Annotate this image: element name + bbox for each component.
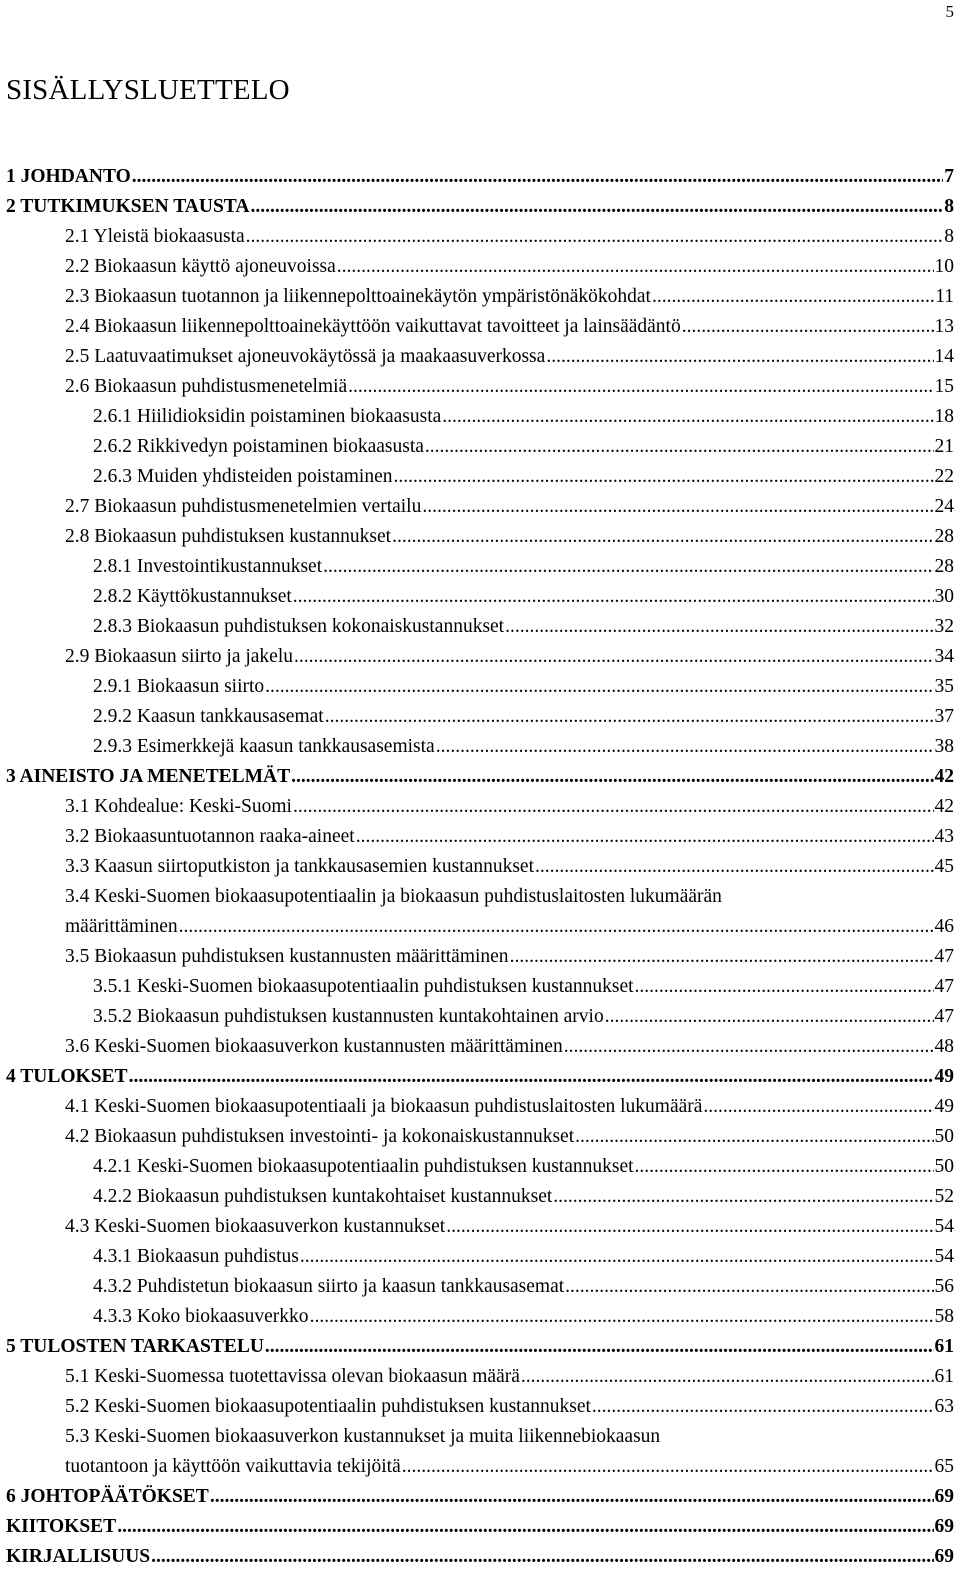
toc-entry-page-number: 48 — [934, 1036, 954, 1057]
table-of-contents — [6, 162, 954, 1572]
dot-leader — [505, 612, 933, 642]
toc-entry[interactable] — [6, 552, 954, 582]
toc-entry-text: 2.1 Yleistä biokaasusta — [65, 226, 245, 247]
toc-entry-text: 3.5.2 Biokaasun puhdistuksen kustannusten kuntakohtainen arvio — [93, 1006, 604, 1027]
toc-entry-text: 2.5 Laatuvaatimukset ajoneuvokäytössä ja maakaasuverkossa — [65, 346, 546, 367]
toc-entry[interactable] — [6, 1002, 954, 1032]
toc-entry-page-number: 47 — [934, 946, 954, 967]
toc-entry-text: 3.5 Biokaasun puhdistuksen kustannusten määrittäminen — [65, 946, 509, 967]
toc-entry-text: 5 TULOSTEN TARKASTELU — [6, 1336, 264, 1357]
toc-entry-text: 2.8.2 Käyttökustannukset — [93, 586, 292, 607]
dot-leader — [117, 1512, 933, 1542]
toc-entry[interactable] — [6, 762, 954, 792]
toc-entry-page-number: 7 — [944, 166, 954, 187]
toc-entry-text: 2.9.3 Esimerkkejä kaasun tankkausasemista — [93, 736, 435, 757]
toc-entry[interactable] — [6, 222, 954, 252]
toc-entry-text: 2.9.1 Biokaasun siirto — [93, 676, 265, 697]
dot-leader — [337, 252, 934, 282]
toc-entry-text: 3 AINEISTO JA MENETELMÄT — [6, 766, 291, 787]
dot-leader — [132, 162, 943, 192]
toc-entry-text: 5.2 Keski-Suomen biokaasupotentiaalin puhdistuksen kustannukset — [65, 1396, 591, 1417]
toc-entry-page-number: 32 — [934, 616, 954, 637]
toc-entry[interactable] — [6, 252, 954, 282]
dot-leader — [425, 432, 934, 462]
toc-entry-page-number: 45 — [934, 856, 954, 877]
toc-entry[interactable] — [6, 1362, 954, 1392]
dot-leader — [348, 372, 933, 402]
toc-entry-page-number: 69 — [934, 1516, 954, 1537]
dot-leader — [521, 1362, 934, 1392]
toc-entry[interactable] — [6, 1122, 954, 1152]
dot-leader — [446, 1212, 933, 1242]
dot-leader — [392, 522, 933, 552]
toc-entry[interactable] — [6, 1392, 954, 1422]
toc-entry-page-number: 14 — [934, 346, 954, 367]
toc-entry-page-number: 21 — [934, 436, 954, 457]
dot-leader — [265, 672, 933, 702]
toc-entry-page-number: 47 — [934, 976, 954, 997]
toc-entry-page-number: 28 — [934, 556, 954, 577]
toc-entry-text: 2.8.1 Investointikustannukset — [93, 556, 323, 577]
toc-entry-page-number: 11 — [935, 286, 954, 307]
dot-leader — [402, 1452, 934, 1482]
toc-entry-page-number: 10 — [934, 256, 954, 277]
toc-entry[interactable] — [6, 1482, 954, 1512]
dot-leader — [575, 1122, 933, 1152]
toc-entry-page-number: 65 — [934, 1456, 954, 1477]
dot-leader — [510, 942, 934, 972]
toc-entry-page-number: 50 — [934, 1156, 954, 1177]
dot-leader — [394, 462, 934, 492]
toc-entry-page-number: 52 — [934, 1186, 954, 1207]
toc-entry-text: 3.3 Kaasun siirtoputkiston ja tankkausasemien kustannukset — [65, 856, 535, 877]
dot-leader — [635, 972, 934, 1002]
dot-leader — [546, 342, 933, 372]
toc-entry-text: 2.8.3 Biokaasun puhdistuksen kokonaiskustannukset — [93, 616, 505, 637]
dot-leader — [129, 1062, 934, 1092]
dot-leader — [151, 1542, 933, 1572]
toc-entry-page-number: 13 — [934, 316, 954, 337]
toc-entry-text: 1 JOHDANTO — [6, 166, 131, 187]
toc-entry[interactable] — [6, 1512, 954, 1542]
toc-entry-page-number: 15 — [934, 376, 954, 397]
toc-entry-text: KIRJALLISUUS — [6, 1546, 151, 1567]
toc-entry[interactable] — [6, 402, 954, 432]
toc-entry[interactable] — [6, 972, 954, 1002]
toc-entry-text-line1: 5.3 Keski-Suomen biokaasuverkon kustannukset ja muita liikennebiokaasun — [65, 1426, 661, 1447]
toc-entry[interactable] — [6, 1272, 954, 1302]
toc-entry-text: 2.2 Biokaasun käyttö ajoneuvoissa — [65, 256, 336, 277]
toc-entry-page-number: 24 — [934, 496, 954, 517]
toc-entry-page-number: 35 — [934, 676, 954, 697]
toc-entry[interactable] — [6, 162, 954, 192]
toc-entry[interactable] — [6, 1062, 954, 1092]
toc-entry-page-number: 54 — [934, 1246, 954, 1267]
toc-entry-text: KIITOKSET — [6, 1516, 117, 1537]
toc-entry-page-number: 49 — [934, 1096, 954, 1117]
toc-entry-text: 2.4 Biokaasun liikennepolttoainekäyttöön vaikuttavat tavoitteet ja lainsäädäntö — [65, 316, 681, 337]
dot-leader — [565, 1272, 933, 1302]
toc-entry-page-number: 8 — [944, 196, 954, 217]
toc-entry[interactable] — [6, 1302, 954, 1332]
toc-entry[interactable] — [6, 1152, 954, 1182]
dot-leader — [300, 1242, 934, 1272]
toc-entry[interactable] — [6, 1242, 954, 1272]
toc-entry-page-number: 61 — [934, 1366, 954, 1387]
dot-leader — [293, 582, 934, 612]
toc-entry-page-number: 69 — [934, 1546, 954, 1567]
toc-entry[interactable] — [6, 282, 954, 312]
toc-entry[interactable] — [6, 792, 954, 822]
dot-leader — [179, 912, 934, 942]
toc-entry[interactable] — [6, 522, 954, 552]
toc-entry-text: 4.3 Keski-Suomen biokaasuverkon kustannukset — [65, 1216, 446, 1237]
toc-entry[interactable] — [6, 702, 954, 732]
toc-entry[interactable] — [6, 342, 954, 372]
toc-title: SISÄLLYSLUETTELO — [6, 74, 290, 106]
dot-leader — [291, 762, 933, 792]
dot-leader — [265, 1332, 934, 1362]
toc-entry-page-number: 42 — [934, 796, 954, 817]
toc-entry-text: määrittäminen — [65, 916, 178, 937]
toc-entry[interactable] — [6, 1332, 954, 1362]
toc-entry[interactable] — [6, 192, 954, 222]
toc-entry[interactable] — [6, 822, 954, 852]
toc-entry-text: 3.2 Biokaasuntuotannon raaka-aineet — [65, 826, 355, 847]
dot-leader — [564, 1032, 934, 1062]
toc-entry-page-number: 30 — [934, 586, 954, 607]
dot-leader — [294, 642, 933, 672]
toc-entry-text: 2.9 Biokaasun siirto ja jakelu — [65, 646, 294, 667]
toc-entry-page-number: 69 — [934, 1486, 954, 1507]
dot-leader — [323, 552, 933, 582]
toc-entry-text: 5.1 Keski-Suomessa tuotettavissa olevan biokaasun määrä — [65, 1366, 520, 1387]
toc-entry[interactable] — [6, 732, 954, 762]
toc-entry[interactable] — [6, 492, 954, 522]
toc-entry-text: 4 TULOKSET — [6, 1066, 128, 1087]
toc-entry-text: 2.9.2 Kaasun tankkausasemat — [93, 706, 324, 727]
dot-leader — [652, 282, 934, 312]
toc-entry-page-number: 61 — [934, 1336, 954, 1357]
dot-leader — [210, 1482, 934, 1512]
toc-entry-text: 4.3.3 Koko biokaasuverkko — [93, 1306, 309, 1327]
toc-entry-text: 4.3.1 Biokaasun puhdistus — [93, 1246, 299, 1267]
toc-entry[interactable] — [6, 462, 954, 492]
toc-entry-page-number: 8 — [944, 226, 954, 247]
toc-entry-text: tuotantoon ja käyttöön vaikuttavia tekijöitä — [65, 1456, 401, 1477]
toc-entry[interactable] — [6, 852, 954, 882]
toc-entry-text: 3.6 Keski-Suomen biokaasuverkon kustannusten määrittäminen — [65, 1036, 563, 1057]
toc-entry-text: 6 JOHTOPÄÄTÖKSET — [6, 1486, 209, 1507]
toc-entry-page-number: 49 — [934, 1066, 954, 1087]
toc-entry-page-number: 54 — [934, 1216, 954, 1237]
toc-entry-page-number: 22 — [934, 466, 954, 487]
toc-entry-text: 4.2.2 Biokaasun puhdistuksen kuntakohtaiset kustannukset — [93, 1186, 553, 1207]
toc-entry[interactable] — [6, 1422, 954, 1482]
toc-entry-page-number: 43 — [934, 826, 954, 847]
toc-entry-text: 2 TUTKIMUKSEN TAUSTA — [6, 196, 250, 217]
toc-entry[interactable] — [6, 882, 954, 942]
dot-leader — [310, 1302, 934, 1332]
toc-entry[interactable] — [6, 582, 954, 612]
dot-leader — [293, 792, 934, 822]
dot-leader — [553, 1182, 933, 1212]
toc-entry[interactable] — [6, 1092, 954, 1122]
toc-entry-page-number: 58 — [934, 1306, 954, 1327]
toc-entry-text: 4.2 Biokaasun puhdistuksen investointi- ja kokonaiskustannukset — [65, 1126, 575, 1147]
toc-entry-page-number: 46 — [934, 916, 954, 937]
toc-entry-page-number: 34 — [934, 646, 954, 667]
dot-leader — [682, 312, 934, 342]
dot-leader — [422, 492, 933, 522]
toc-entry-page-number: 47 — [934, 1006, 954, 1027]
toc-entry-text: 2.6.3 Muiden yhdisteiden poistaminen — [93, 466, 393, 487]
toc-entry-page-number: 18 — [934, 406, 954, 427]
dot-leader — [442, 402, 933, 432]
toc-entry[interactable] — [6, 672, 954, 702]
toc-entry-text: 2.6.2 Rikkivedyn poistaminen biokaasusta — [93, 436, 424, 457]
dot-leader — [325, 702, 934, 732]
toc-entry-page-number: 56 — [934, 1276, 954, 1297]
toc-entry-page-number: 42 — [934, 766, 954, 787]
page-number: 5 — [945, 2, 954, 21]
toc-entry-page-number: 28 — [934, 526, 954, 547]
toc-entry[interactable] — [6, 312, 954, 342]
dot-leader — [436, 732, 934, 762]
toc-entry[interactable] — [6, 612, 954, 642]
toc-entry[interactable] — [6, 372, 954, 402]
toc-entry-text: 2.7 Biokaasun puhdistusmenetelmien vertailu — [65, 496, 422, 517]
toc-entry[interactable] — [6, 1182, 954, 1212]
toc-entry[interactable] — [6, 1542, 954, 1572]
toc-entry-text: 4.3.2 Puhdistetun biokaasun siirto ja kaasun tankkausasemat — [93, 1276, 565, 1297]
toc-entry[interactable] — [6, 432, 954, 462]
toc-entry-text: 4.1 Keski-Suomen biokaasupotentiaali ja biokaasun puhdistuslaitosten lukumäärä — [65, 1096, 703, 1117]
toc-entry-text: 3.5.1 Keski-Suomen biokaasupotentiaalin puhdistuksen kustannukset — [93, 976, 634, 997]
toc-entry-page-number: 63 — [934, 1396, 954, 1417]
dot-leader — [605, 1002, 934, 1032]
dot-leader — [592, 1392, 934, 1422]
dot-leader — [535, 852, 933, 882]
toc-entry[interactable] — [6, 1212, 954, 1242]
toc-entry-text: 3.1 Kohdealue: Keski-Suomi — [65, 796, 292, 817]
dot-leader — [356, 822, 934, 852]
toc-entry-text: 2.6.1 Hiilidioksidin poistaminen biokaasusta — [93, 406, 442, 427]
dot-leader — [703, 1092, 933, 1122]
toc-entry-text-line1: 3.4 Keski-Suomen biokaasupotentiaalin ja biokaasun puhdistuslaitosten lukumäärän — [65, 886, 722, 907]
toc-entry-text: 2.6 Biokaasun puhdistusmenetelmiä — [65, 376, 348, 397]
dot-leader — [635, 1152, 934, 1182]
toc-entry[interactable] — [6, 642, 954, 672]
toc-entry[interactable] — [6, 1032, 954, 1062]
toc-entry-page-number: 37 — [934, 706, 954, 727]
toc-entry-text: 2.3 Biokaasun tuotannon ja liikennepolttoainekäytön ympäristönäkökohdat — [65, 286, 651, 307]
toc-entry-text: 4.2.1 Keski-Suomen biokaasupotentiaalin puhdistuksen kustannukset — [93, 1156, 634, 1177]
dot-leader — [246, 222, 944, 252]
dot-leader — [250, 192, 943, 222]
toc-entry-page-number: 38 — [934, 736, 954, 757]
toc-entry-text: 2.8 Biokaasun puhdistuksen kustannukset — [65, 526, 392, 547]
toc-entry[interactable] — [6, 942, 954, 972]
toc-entry-page-number: 50 — [934, 1126, 954, 1147]
